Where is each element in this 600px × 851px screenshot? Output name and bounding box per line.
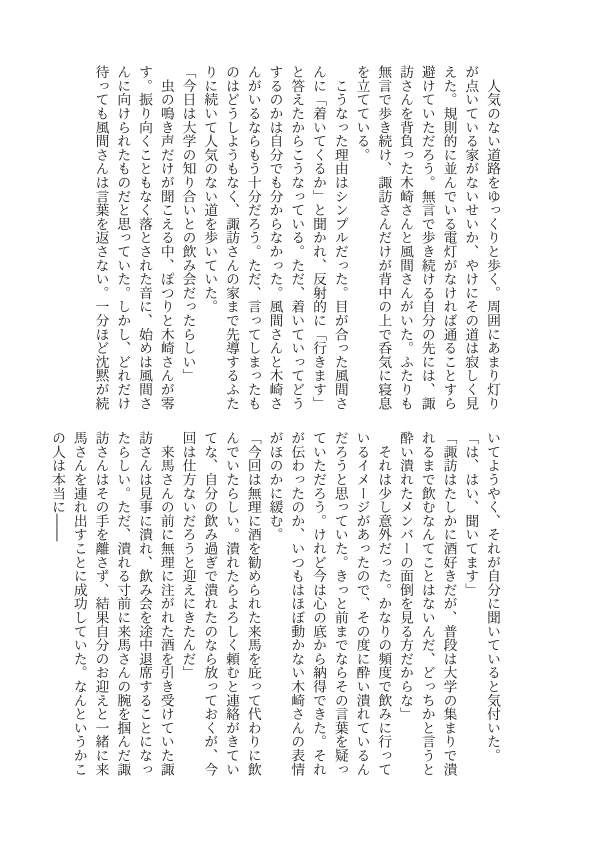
paragraph-dialogue: 「今回は無理に酒を勧められた来馬を庇って代わりに飲んでいたらしい。潰れたらよろしく頼むと連絡がきていてな、自分の飲み過ぎで潰れたのなら放っておくが、今回は仕方ないだろうと迎えにきたんだ」	[179, 431, 261, 776]
paragraph: こうなった理由はシンプルだった。目が合った風間さんに「着いてくるか」と聞かれ、反射的に「行きます」と答えたからこうなっている。ただ、着いていってどうするのかは自分でも分からなかった。風間さんと木崎さんがいるならもう十分だろう。ただ、言ってしまったものはどうしようもなく、諏訪さんの家まで先導するふたりに続いて人気のない道を歩いていた。	[201, 65, 348, 410]
paragraph-dialogue: 「今日は大学の知り合いとの飲み会だったらしい」	[179, 65, 196, 383]
paragraph-dialogue: 「諏訪はたしかに酒好きだが、普段は大学の集まりで潰れるまで飲むなんてことはないんだ、どっちかと言うと酔い潰れたメンバーの面倒を見る方だからな」	[397, 431, 457, 776]
text-band-top	[66, 65, 502, 414]
paragraph-dialogue: 「は、はい、聞いてます」	[462, 431, 479, 597]
text-band-bottom	[49, 431, 502, 780]
paragraph: いてようやく、それが自分に聞いていると気付いた。	[484, 431, 500, 763]
paragraph: 来馬さんの前に無理に注がれた酒を引き受けていた諏訪さんは見事に潰れ、飲み会を途中退席することになったらしい。ただ、潰れる寸前に来馬さんの腕を掴んだ諏訪さんはその手を離さず、結果自分のお迎えと一緒に来馬さんを連れ出すことに成功していた。なんというかこの人は本当に――	[49, 431, 174, 776]
paragraph: 虫の鳴き声だけが聞こえる中、ぽつりと木崎さんが零す。振り向くこともなく落とされた音に、始めは風間さんに向けられたものだと思っていた。しかし、どれだけ待っても風間さんは言葉を返さない。一分ほど沈黙が続	[92, 65, 174, 410]
paragraph: それは少し意外だった。かなりの頻度で飲みに行っているイメージがあったので、その度に酔い潰れているんだろうと思っていた。きっと前までならその言葉を疑っていただろう。けれど今は心の底から納得できた。それが伝わったのか、いつもはほぼ動かない木崎さんの表情がほのかに緩む。	[266, 431, 392, 776]
paragraph: 人気のない道路をゆっくりと歩く。周囲にあまり灯りが点いている家がないせいか、やけにその道は寂しく見えた。規則的に並んでいる電灯がなければ通ることすら避けていただろう。無言で歩き続ける自分の先には、諏訪さんを背負った木崎さんと風間さんがいた。ふたりも無言で歩き続け、諏訪さんだけが背中の上で呑気に寝息を立てている。	[353, 65, 500, 410]
